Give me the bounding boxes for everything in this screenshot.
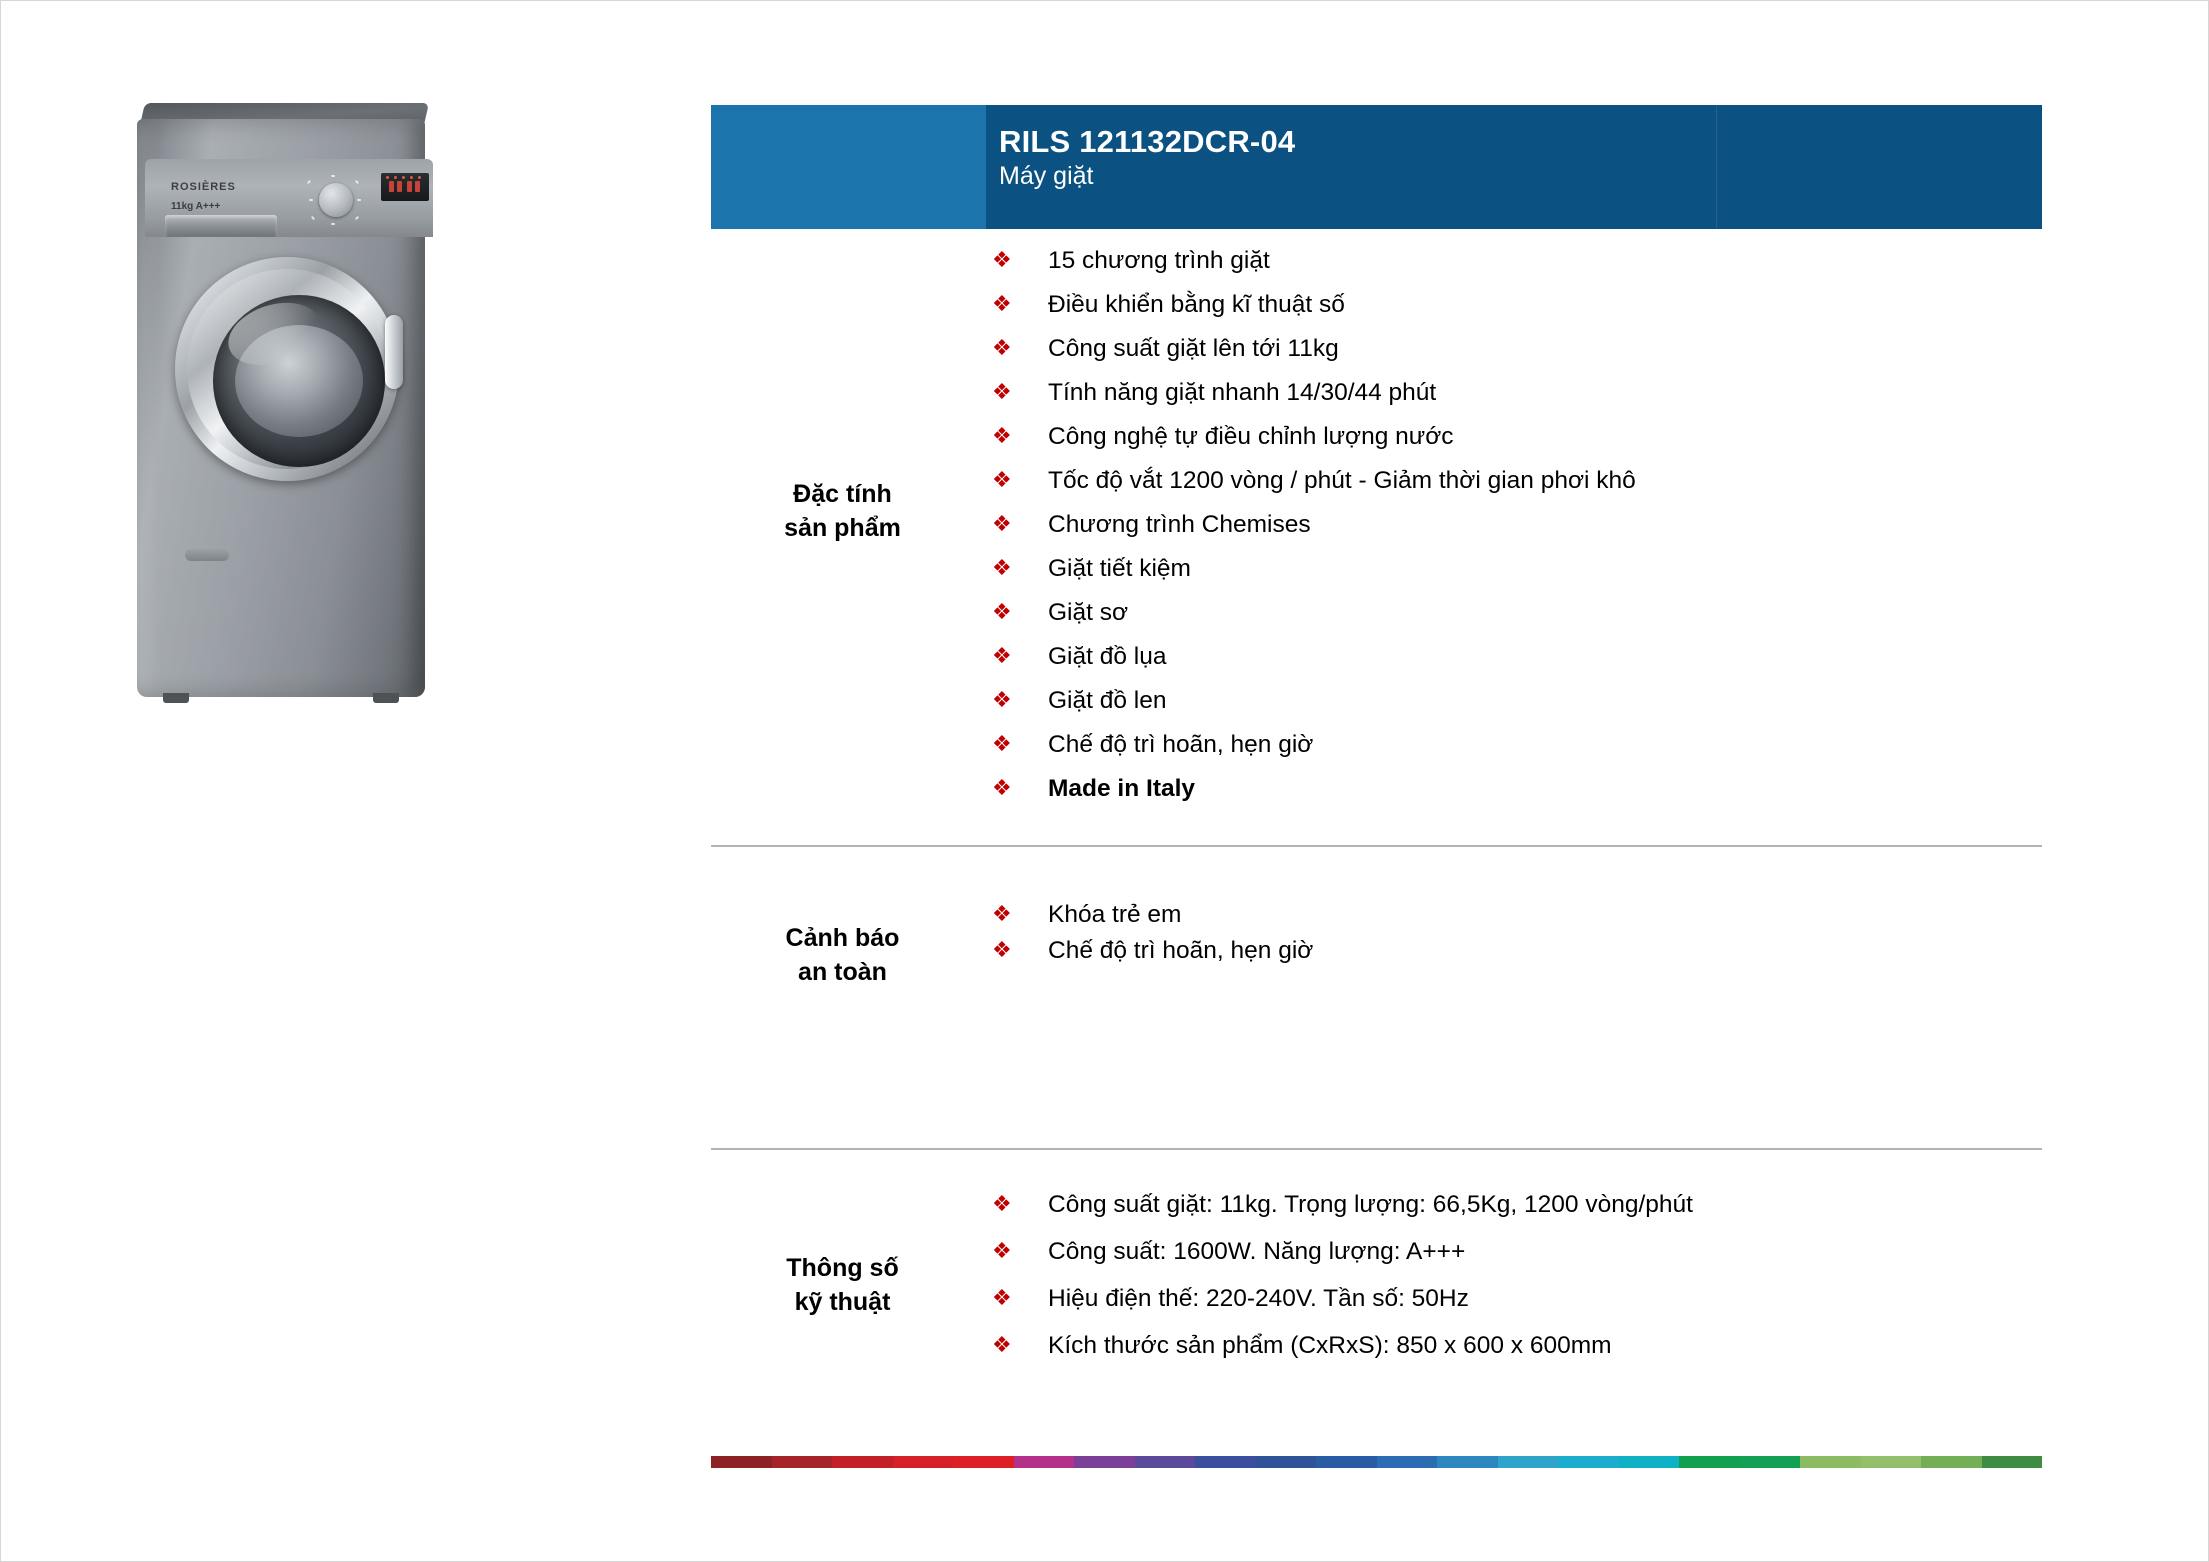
header-accent-block — [711, 105, 986, 229]
product-type-label: Máy giặt — [999, 161, 1094, 190]
program-selector-knob — [319, 183, 353, 217]
color-bar-segment — [832, 1456, 893, 1468]
color-bar-segment — [1861, 1456, 1922, 1468]
color-bar-segment — [1982, 1456, 2043, 1468]
list-item — [986, 1193, 2042, 1240]
section-divider — [711, 1148, 2042, 1150]
product-image-washing-machine — [129, 79, 441, 709]
section-divider — [711, 845, 2042, 847]
list-item-text: Hiệu điện thế: 220-240V. Tần số: 50Hz — [1048, 1285, 1469, 1312]
diamond-bullet-icon: ❖ — [992, 335, 1012, 360]
list-item-text: 15 chương trình giặt — [1048, 247, 1270, 274]
list-item — [986, 601, 2042, 645]
list-item-text: Giặt đồ len — [1048, 687, 1167, 714]
knob-tick-icon — [307, 180, 311, 184]
color-bar-segment — [1437, 1456, 1498, 1468]
diamond-bullet-icon: ❖ — [992, 1191, 1012, 1216]
list-item — [986, 939, 2042, 975]
knob-tick-icon — [355, 180, 359, 184]
color-bar-segment — [772, 1456, 833, 1468]
diamond-bullet-icon: ❖ — [992, 1332, 1012, 1357]
list-item-text: Công suất giặt: 11kg. Trọng lượng: 66,5Kg, 1200 vòng/phút — [1048, 1191, 1693, 1218]
list-item — [986, 733, 2042, 777]
washer-foot — [373, 693, 399, 703]
section-label-line1: Thông số — [786, 1253, 899, 1282]
washer-body — [137, 119, 425, 697]
list-item — [986, 689, 2042, 733]
color-bar-segment — [1377, 1456, 1438, 1468]
program-selector-area — [293, 167, 377, 231]
section-label-line2: an toàn — [798, 958, 887, 986]
list-item — [986, 903, 2042, 939]
list-item-text: Khóa trẻ em — [1048, 901, 1182, 928]
section-label-line1: Cảnh báo — [785, 923, 900, 952]
color-bar-segment — [1619, 1456, 1680, 1468]
diamond-bullet-icon: ❖ — [992, 467, 1012, 492]
color-bar-segment — [1800, 1456, 1861, 1468]
washer-door-inner-ring — [187, 269, 387, 469]
list-item — [986, 469, 2042, 513]
list-item-text: Chế độ trì hoãn, hẹn giờ — [1048, 731, 1314, 758]
list-item — [986, 1334, 2042, 1381]
list-item-text: Chương trình Chemises — [1048, 511, 1311, 538]
diamond-bullet-icon: ❖ — [992, 775, 1012, 800]
feature-list — [986, 247, 2042, 821]
list-item — [986, 513, 2042, 557]
diamond-bullet-icon: ❖ — [992, 1238, 1012, 1263]
list-item-text: Công suất: 1600W. Năng lượng: A+++ — [1048, 1238, 1466, 1265]
list-item — [986, 293, 2042, 337]
list-item-text: Công nghệ tự điều chỉnh lượng nước — [1048, 423, 1454, 450]
brand-color-bar — [711, 1456, 2042, 1468]
diamond-bullet-icon: ❖ — [992, 937, 1012, 962]
knob-tick-icon — [357, 199, 361, 201]
list-item-text: Giặt tiết kiệm — [1048, 555, 1191, 582]
color-bar-segment — [1256, 1456, 1317, 1468]
color-bar-segment — [1921, 1456, 1982, 1468]
knob-tick-icon — [331, 223, 335, 225]
color-bar-segment — [1135, 1456, 1196, 1468]
color-bar-segment — [953, 1456, 1014, 1468]
section-technical-specs — [711, 1191, 2042, 1381]
washer-door-handle — [385, 315, 403, 389]
detergent-drawer — [165, 215, 277, 237]
list-item — [986, 557, 2042, 601]
diamond-bullet-icon: ❖ — [992, 379, 1012, 404]
section-product-features — [711, 247, 2042, 821]
section-label-product-features — [711, 247, 986, 775]
list-item-text: Giặt đồ lụa — [1048, 643, 1167, 670]
diamond-bullet-icon: ❖ — [992, 731, 1012, 756]
knob-tick-icon — [355, 216, 359, 220]
diamond-bullet-icon: ❖ — [992, 511, 1012, 536]
diamond-bullet-icon: ❖ — [992, 555, 1012, 580]
color-bar-segment — [711, 1456, 772, 1468]
diamond-bullet-icon: ❖ — [992, 1285, 1012, 1310]
section-safety-warning — [711, 901, 2042, 1009]
list-item-text: Công suất giặt lên tới 11kg — [1048, 335, 1339, 362]
section-label-technical-specs — [711, 1191, 986, 1379]
product-model-name: RILS 121132DCR-04 — [999, 124, 1296, 159]
list-item-text: Tính năng giặt nhanh 14/30/44 phút — [1048, 379, 1437, 406]
color-bar-segment — [1074, 1456, 1135, 1468]
color-bar-segment — [1316, 1456, 1377, 1468]
knob-tick-icon — [309, 199, 313, 201]
safety-list — [986, 901, 2042, 1009]
list-item — [986, 381, 2042, 425]
diamond-bullet-icon: ❖ — [992, 423, 1012, 448]
washer-capacity-rating-label: 11kg A+++ — [171, 201, 221, 212]
product-header-band — [711, 105, 2042, 229]
color-bar-segment — [1014, 1456, 1075, 1468]
list-item-text: Made in Italy — [1048, 775, 1196, 802]
color-bar-segment — [1498, 1456, 1559, 1468]
list-item — [986, 1287, 2042, 1334]
washer-digital-display — [381, 173, 429, 201]
list-item — [986, 337, 2042, 381]
color-bar-segment — [893, 1456, 954, 1468]
section-label-safety-warning — [711, 901, 986, 1009]
washer-door-outer-ring — [175, 257, 399, 481]
washer-lower-badge — [185, 549, 229, 561]
list-item — [986, 1240, 2042, 1287]
washer-door-glass — [213, 295, 385, 467]
list-item — [986, 249, 2042, 293]
diamond-bullet-icon: ❖ — [992, 291, 1012, 316]
color-bar-segment — [1740, 1456, 1801, 1468]
color-bar-segment — [1679, 1456, 1740, 1468]
list-item — [986, 777, 2042, 821]
header-title-block — [986, 105, 2042, 229]
diamond-bullet-icon: ❖ — [992, 247, 1012, 272]
color-bar-segment — [1558, 1456, 1619, 1468]
list-item-text: Kích thước sản phẩm (CxRxS): 850 x 600 x 600mm — [1048, 1332, 1612, 1359]
specs-list — [986, 1191, 2042, 1381]
section-label-line2: sản phẩm — [784, 514, 901, 542]
knob-tick-icon — [331, 175, 335, 177]
list-item-text: Chế độ trì hoãn, hẹn giờ — [1048, 937, 1314, 964]
diamond-bullet-icon: ❖ — [992, 643, 1012, 668]
diamond-bullet-icon: ❖ — [992, 901, 1012, 926]
section-label-line2: kỹ thuật — [794, 1288, 891, 1316]
color-bar-segment — [1195, 1456, 1256, 1468]
list-item — [986, 645, 2042, 689]
washer-control-panel — [145, 159, 433, 237]
washer-foot — [163, 693, 189, 703]
diamond-bullet-icon: ❖ — [992, 687, 1012, 712]
washer-brand-label: ROSIÈRES — [171, 181, 236, 193]
list-item-text: Điều khiển bằng kĩ thuật số — [1048, 291, 1345, 318]
list-item-text: Giặt sơ — [1048, 599, 1129, 626]
diamond-bullet-icon: ❖ — [992, 599, 1012, 624]
knob-tick-icon — [311, 216, 315, 220]
list-item — [986, 425, 2042, 469]
section-label-line1: Đặc tính — [793, 479, 892, 508]
list-item-text: Tốc độ vắt 1200 vòng / phút - Giảm thời gian phơi khô — [1048, 467, 1636, 494]
